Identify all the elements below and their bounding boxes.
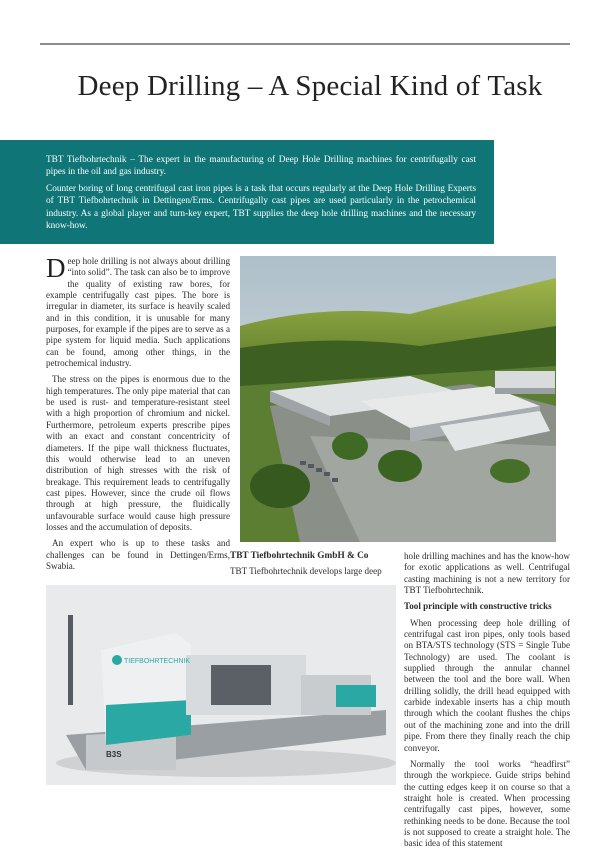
top-rule (40, 43, 570, 45)
article-title: Deep Drilling – A Special Kind of Task (77, 70, 543, 102)
photo-caption-text: TBT Tiefbohrtechnik develops large deep (230, 566, 382, 576)
factory-aerial-photo (240, 256, 556, 542)
left-paragraph-2: The stress on the pipes is enormous due to the high temperatures. The only pipe material that can be used is rust- and temperature-resistant steel with a high proportion of chromium and nickel. Furthermore, petroleum experts prescribe pipes with an exact and constant concentricity of diameters. If the pipe wall thickness fluctuates, this would otherwise lead to an uneven distribution of high stresses with the risk of breakage. This requirement leads to centrifugally cast pipes. However, since the crude oil flows through at high pressure, the fluidically unfavourable surface would cause high pressure losses and the accumulation of deposits. (46, 374, 230, 532)
section-subheading: Tool principle with constructive tricks (404, 601, 552, 612)
right-column (404, 551, 570, 855)
drop-cap: D (46, 253, 66, 283)
photo-caption-title: TBT Tiefbohrtechnik GmbH & Co (230, 551, 369, 561)
intro-box (0, 140, 494, 244)
intro-paragraph-2: Counter boring of long centrifugal cast iron pipes is a task that occurs regularly at the Deep Hole Drilling Experts of TBT Tiefbohrtechnik in Dettingen/Erms. Centrifugally cast pipes are used particularly in the petrochemical industry. As a global player and turn-key expert, TBT supplies the deep hole drilling machines and the necessary know-how. (46, 183, 476, 232)
right-paragraph-3: Normally the tool works “headfirst” through the workpiece. Guide strips behind the cutting edges keep it on course so that a straight hole is created. When processing centrifugally cast pipes, however, some rethinking needs to be done. Because the tool is not supposed to create a straight hole. The basic idea of this statement (404, 758, 570, 849)
drilling-machine-photo (46, 585, 396, 785)
right-paragraph-2: When processing deep hole drilling of centrifugal cast iron pipes, only tools based on BTA/STS technology (STS = Single Tube Technology) are used. The coolant is supplied through the annular channel between the tool and the bore wall. When drilling solidly, the drill head equipped with carbide indexable inserts has a chip mouth through which the coolant flushes the chips out of the machining zone and into the drill pipe. From there they finally reach the chip conveyor. (404, 617, 570, 753)
left-paragraph-3: An expert who is up to these tasks and challenges can be found in Dettingen/Erms, Swabia. (46, 538, 230, 571)
machine-brand-label: TIEFBOHRTECHNIK (124, 658, 190, 665)
left-paragraph-1 (46, 253, 230, 369)
left-column (46, 253, 230, 577)
intro-paragraph-1: TBT Tiefbohrtechnik – The expert in the manufacturing of Deep Hole Drilling machines for centrifugally cast pipes in the oil and gas industry. (46, 155, 476, 178)
machine-model-label: B3S (106, 750, 122, 759)
left-paragraph-1-text: eep hole drilling is not always about drilling “into solid”. The task can also be to improve the quality of existing raw bores, for example centrifugally cast pipes. The bore is irregular in diameter, its surface is heavily scaled and in this condition, it is unusable for many purposes, for example if the pipes are to serve as a pipe system for liquid media. Such applications can be found, among other things, in the petrochemical industry. (46, 256, 230, 369)
right-paragraph-1: hole drilling machines and has the know-how for exotic applications as well. Centrifugal casting machining is not a new territory for TBT Tiefbohrtechnik. (404, 551, 570, 596)
